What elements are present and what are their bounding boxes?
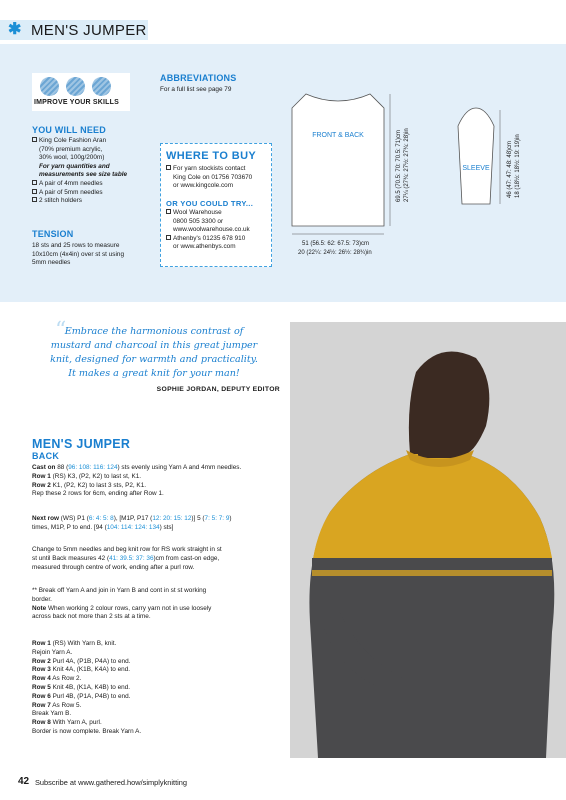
size-values: 6: 4: 5: 8 — [88, 515, 114, 522]
checkbox-icon — [32, 137, 37, 142]
alt-stockists — [166, 209, 270, 252]
checkbox-icon — [166, 165, 171, 170]
stockist-url: or www.athenbys.com — [173, 243, 236, 251]
text-run: 88 ( — [57, 464, 69, 471]
text-run: (WS) P1 ( — [60, 515, 89, 522]
tension-heading: TENSION — [32, 229, 74, 239]
quote-line: mustard and charcoal in this great jumper — [50, 340, 258, 351]
stockist-line: or www.kingcole.com — [173, 182, 234, 190]
you-will-need-heading: YOU WILL NEED — [32, 125, 106, 135]
needle-item: A pair of 5mm needles — [39, 188, 103, 196]
instruction-line: ** Break off Yarn A and join in Yarn B and cont in st st working — [32, 587, 207, 594]
sleeve-cm: 46 (47: 47: 48: 48)cm — [507, 140, 513, 198]
watermark: PassionForum.ru — [480, 777, 554, 787]
pattern-title: MEN'S JUMPER — [32, 437, 131, 451]
row-label: Row 2 — [32, 481, 51, 489]
pattern-ribbing — [32, 464, 280, 499]
you-will-need-list — [32, 137, 162, 206]
checkbox-icon — [32, 189, 37, 194]
text-run: ) sts evenly using Yarn A and 4mm needles. — [117, 464, 242, 471]
row-label: Row 1 — [32, 472, 51, 480]
checkbox-icon — [32, 180, 37, 185]
note-text: When working 2 colour rows, carry yarn not in use loosely — [47, 604, 212, 612]
row-text: Purl 4B, (P1A, P4B) to end. — [52, 692, 131, 700]
quote-line: Embrace the harmonious contrast of — [64, 326, 244, 337]
size-values: 96: 108: 116: 124 — [68, 464, 118, 471]
row-text: As Row 5. — [52, 701, 82, 709]
skills-label: IMPROVE YOUR SKILLS — [34, 99, 119, 106]
front-back-label: FRONT & BACK — [312, 132, 364, 139]
quote-line: knit, designed for warmth and practicality. — [50, 354, 258, 365]
sleeve-label: SLEEVE — [462, 165, 490, 172]
row-label: Row 5 — [32, 683, 51, 691]
quote-mark-icon: “ — [55, 318, 67, 343]
row-label: Row 3 — [32, 666, 51, 674]
model-photo — [290, 322, 566, 758]
instruction-line: border. — [32, 595, 52, 603]
text-run: ) — [229, 515, 232, 522]
yarn-line: King Cole Fashion Aran — [39, 137, 107, 144]
fb-height-cm: 69.5 (70.5: 70: 70.5: 71)cm — [396, 129, 402, 202]
size-values: 41: 39.5: 37: 36 — [109, 554, 154, 562]
yarn-ball-icon — [66, 77, 85, 96]
row-text: Knit 4A, (K1B, K4A) to end. — [52, 666, 131, 674]
asterisk-icon: ✱ — [8, 21, 22, 38]
row-label: Row 2 — [32, 657, 51, 665]
pattern-border-rows — [32, 640, 280, 737]
holder-item: 2 stitch holders — [39, 197, 82, 205]
repeat-instruction: Rep these 2 rows for 6cm, ending after Row 1. — [32, 490, 164, 498]
size-values: 12: 20: 15: 12 — [152, 515, 192, 522]
text-run: )] 5 ( — [191, 515, 205, 522]
yarn-ball-icon — [40, 77, 59, 96]
text-run: times, M1P, P to end. [94 ( — [32, 523, 107, 531]
pattern-next-row — [32, 515, 280, 533]
instruction-line: Border is now complete. Break Yarn A. — [32, 727, 142, 735]
size-values: 104: 114: 124: 134 — [106, 523, 160, 531]
fb-width-in: 20 (22¼: 24½: 26½: 28¾)in — [298, 250, 372, 256]
tension-line: 5mm needles — [32, 259, 71, 267]
row-text: K1, (P2, K2) to last 3 sts, P2, K1. — [52, 481, 147, 489]
could-try-heading: OR YOU COULD TRY... — [166, 199, 254, 208]
row-label: Next row — [32, 515, 59, 522]
row-label: Row 1 — [32, 640, 51, 647]
pattern-border-intro — [32, 587, 280, 622]
quote-line: It makes a great knit for your man! — [68, 368, 240, 379]
pattern-change-needles — [32, 546, 280, 572]
front-back-outline — [292, 94, 384, 226]
row-text: With Yarn A, purl. — [52, 719, 102, 727]
row-text: As Row 2. — [52, 675, 82, 683]
yarn-note: For yarn quantities and — [39, 162, 110, 170]
note-label: Note — [32, 604, 47, 612]
row-label: Row 7 — [32, 701, 51, 709]
instruction-line: measured through centre of work, ending after a purl row. — [32, 563, 195, 571]
sleeve-in: 18 (18½: 18½: 19: 19)in — [515, 134, 521, 198]
stockist-name: Athenby's 01235 678 910 — [173, 234, 246, 242]
fb-height-in: 27¼ (27¾: 27½: 27¾: 28)in — [404, 128, 410, 202]
tension-line: 18 sts and 25 rows to measure — [32, 242, 120, 249]
checkbox-icon — [166, 209, 171, 214]
text-run: ), [M1P, P17 ( — [113, 515, 153, 522]
stockist-phone: 0800 505 3300 or — [173, 217, 224, 225]
page-title: MEN'S JUMPER — [31, 22, 147, 39]
row-label: Row 6 — [32, 692, 51, 700]
size-values: 7: 5: 7: 9 — [204, 515, 230, 522]
instruction-line: Break Yarn B. — [32, 710, 72, 718]
text-run: ) sts] — [159, 523, 174, 531]
instruction-line: Change to 5mm needles and beg knit row for RS work straight in st — [32, 546, 222, 553]
checkbox-icon — [166, 235, 171, 240]
note-text: across back not more than 2 sts at a time. — [32, 613, 151, 621]
editor-quote — [36, 325, 272, 381]
text-run: st until Back measures 42 ( — [32, 554, 110, 562]
stockist-line: King Cole on 01756 703670 — [173, 173, 253, 181]
fb-width-cm: 51 (56.5: 62: 67.5: 73)cm — [302, 241, 370, 247]
yarn-line: 30% wool, 100g/200m) — [39, 154, 105, 162]
row-text: Purl 4A, (P1B, P4A) to end. — [52, 657, 131, 665]
needle-item: A pair of 4mm needles — [39, 179, 103, 187]
page-number: 42 — [18, 776, 30, 787]
stockist-name: Wool Warehouse — [173, 209, 222, 216]
instruction-line: Rejoin Yarn A. — [32, 648, 73, 656]
tension-text — [32, 242, 162, 268]
stockist-url: www.woolwarehouse.co.uk — [173, 226, 250, 234]
text-run: )cm from cast-on edge, — [153, 554, 220, 562]
tension-line: 10x10cm (4x4in) over st st using — [32, 250, 124, 258]
garment-schematics — [286, 74, 566, 284]
yarn-line: (70% premium acrylic, — [39, 145, 103, 153]
stockist-line: For yarn stockists contact — [173, 165, 246, 172]
sleeve-outline — [458, 108, 494, 204]
yarn-note: measurements see size table — [39, 171, 128, 179]
row-text: Knit 4B, (K1A, K4B) to end. — [52, 683, 131, 691]
row-label: Row 8 — [32, 719, 51, 727]
row-label: Row 4 — [32, 675, 51, 683]
abbreviations-heading: ABBREVIATIONS — [160, 73, 237, 83]
row-text: (RS) K3, (P2, K2) to last st, K1. — [52, 472, 142, 480]
where-to-buy-text — [166, 165, 270, 191]
yarn-ball-icon — [92, 77, 111, 96]
checkbox-icon — [32, 197, 37, 202]
footer-subscribe: Subscribe at www.gathered.how/simplyknitting — [35, 778, 187, 787]
pattern-subtitle: BACK — [32, 451, 60, 461]
row-text: (RS) With Yarn B, knit. — [52, 640, 117, 647]
quote-author: SOPHIE JORDAN, DEPUTY EDITOR — [156, 386, 280, 393]
cast-on-label: Cast on — [32, 464, 56, 471]
abbreviations-text: For a full list see page 79 — [160, 86, 232, 93]
where-to-buy-heading: WHERE TO BUY — [166, 150, 257, 162]
